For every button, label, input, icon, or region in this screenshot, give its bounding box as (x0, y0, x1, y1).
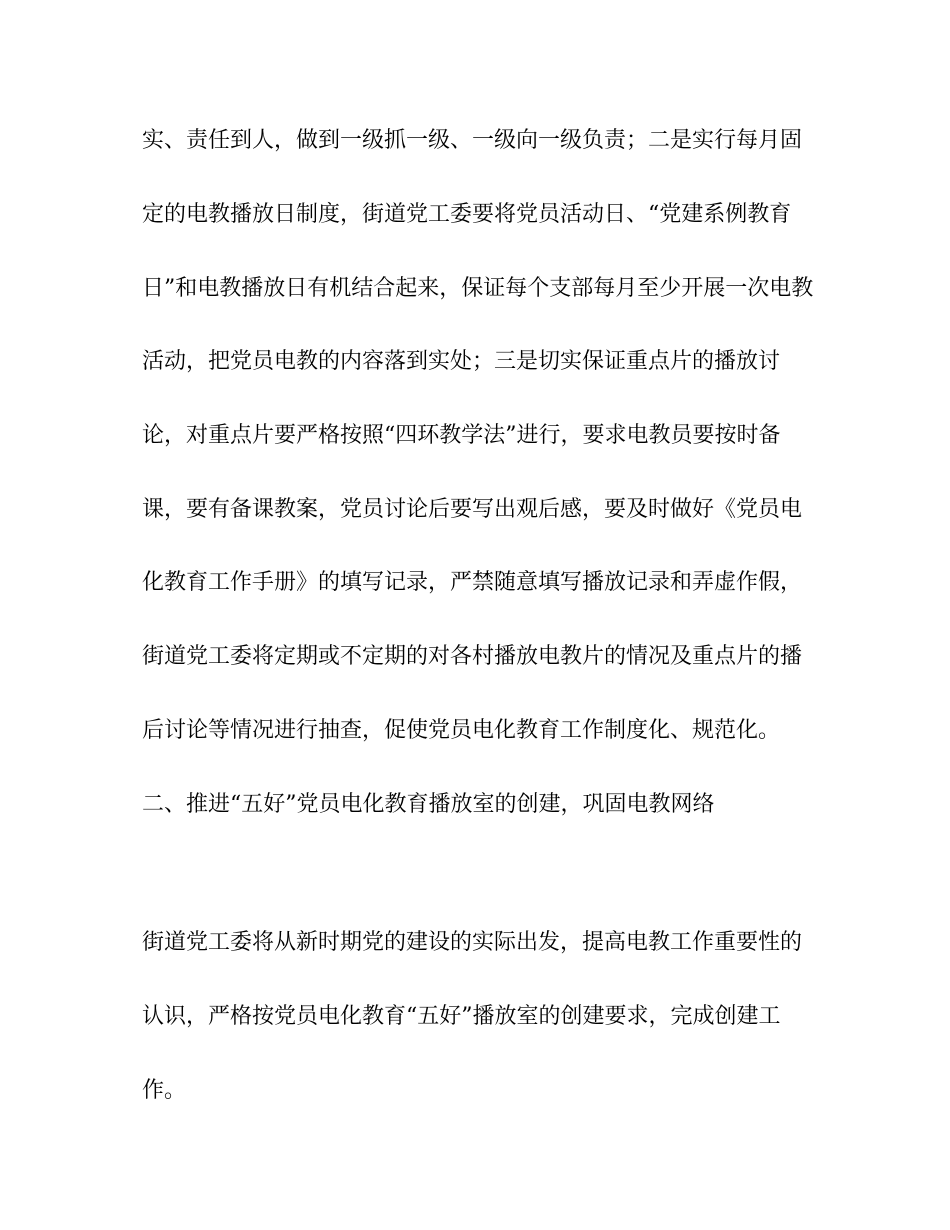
paragraph-line: 活动，把党员电教的内容落到实处；三是切实保证重点片的播放讨 (142, 349, 781, 374)
paragraph-line: 课，要有备课教案，党员讨论后要写出观后感，要及时做好《党员电 (142, 497, 803, 522)
paragraph-line: 实、责任到人，做到一级抓一级、一级向一级负责；二是实行每月固 (142, 128, 803, 153)
paragraph-line: 定的电教播放日制度，街道党工委要将党员活动日、“党建系例教育 (142, 202, 792, 227)
paragraph-line: 日”和电教播放日有机结合起来，保证每个支部每月至少开展一次电教 (142, 276, 814, 301)
paragraph-line: 街道党工委将从新时期党的建设的实际出发，提高电教工作重要性的 (142, 930, 803, 955)
paragraph-line: 认识，严格按党员电化教育“五好”播放室的创建要求，完成创建工 (142, 1004, 781, 1029)
paragraph-line: 作。 (142, 1078, 187, 1103)
section-heading: 二、推进“五好”党员电化教育播放室的创建，巩固电教网络 (142, 792, 715, 817)
paragraph-line: 后讨论等情况进行抽查，促使党员电化教育工作制度化、规范化。 (142, 718, 781, 743)
paragraph-line: 街道党工委将定期或不定期的对各村播放电教片的情况及重点片的播 (142, 644, 803, 669)
paragraph-line: 化教育工作手册》的填写记录，严禁随意填写播放记录和弄虚作假， (142, 570, 803, 595)
paragraph-line: 论，对重点片要严格按照“四环教学法”进行，要求电教员要按时备 (142, 423, 781, 448)
